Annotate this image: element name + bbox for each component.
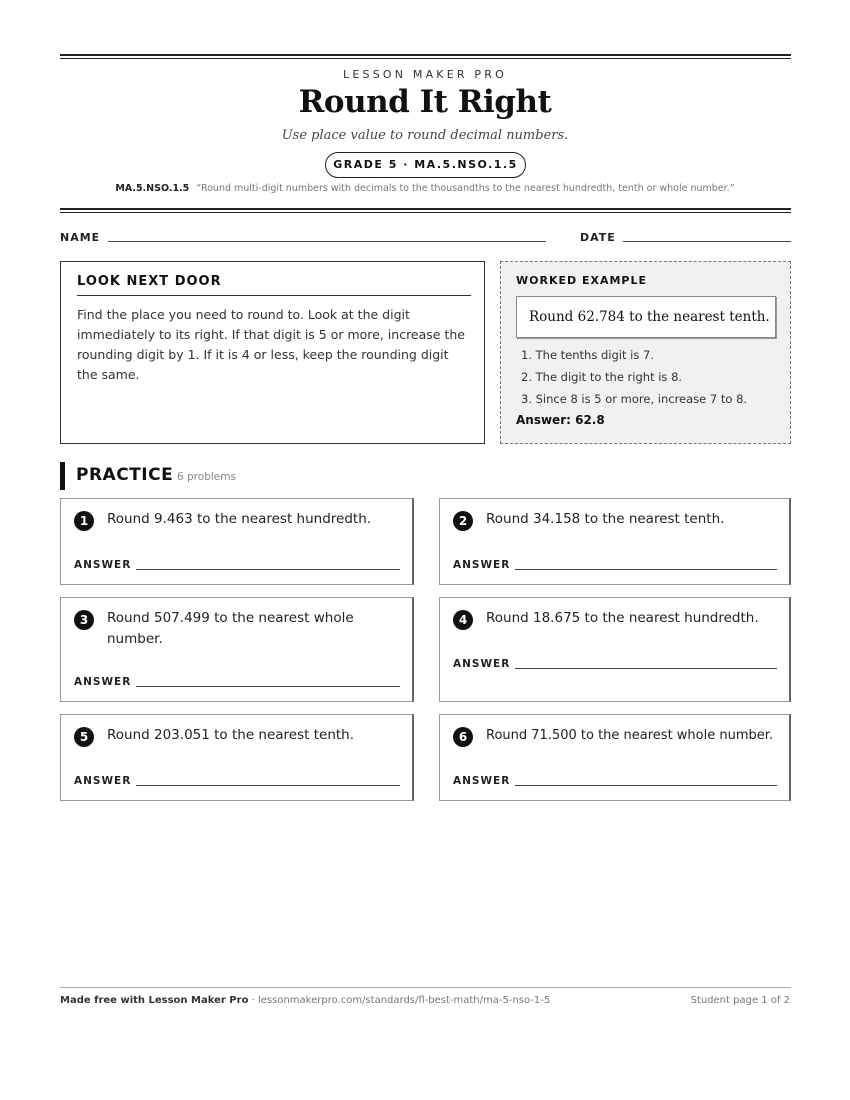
header-bottom-rule xyxy=(60,208,791,213)
date-label: DATE xyxy=(580,231,616,244)
answer-field[interactable] xyxy=(515,668,777,669)
look-next-door-title: LOOK NEXT DOOR xyxy=(77,274,471,296)
name-field[interactable] xyxy=(108,241,546,242)
problem-card xyxy=(60,498,414,585)
answer-label: ANSWER xyxy=(453,775,511,787)
problem-text: Round 507.499 to the nearest whole number. xyxy=(107,610,354,647)
grade-badge: GRADE 5 · MA.5.NSO.1.5 xyxy=(325,152,526,178)
date-field[interactable] xyxy=(623,241,791,242)
problem-card xyxy=(439,714,791,801)
problem-text: Round 71.500 to the nearest whole number. xyxy=(486,728,774,743)
practice-accent-bar xyxy=(60,462,65,490)
answer-field[interactable] xyxy=(136,686,400,687)
answer-field[interactable] xyxy=(515,785,777,786)
worked-step: 3. Since 8 is 5 or more, increase 7 to 8. xyxy=(521,392,748,406)
answer-label: ANSWER xyxy=(74,559,132,571)
name-label: NAME xyxy=(60,231,101,244)
answer-label: ANSWER xyxy=(453,559,511,571)
page-subtitle: Use place value to round decimal numbers. xyxy=(281,128,569,143)
problem-number: 4 xyxy=(453,610,473,630)
problem-text: Round 9.463 to the nearest hundredth. xyxy=(107,511,372,527)
problem-text: Round 203.051 to the nearest tenth. xyxy=(107,727,355,743)
problem-number: 1 xyxy=(74,511,94,531)
footer-made-with: Made free with Lesson Maker Pro xyxy=(60,995,249,1006)
top-rule xyxy=(60,54,791,59)
answer-field[interactable] xyxy=(136,785,400,786)
problem-card xyxy=(60,597,414,702)
problem-number: 5 xyxy=(74,727,94,747)
problem-card xyxy=(60,714,414,801)
answer-field[interactable] xyxy=(515,569,777,570)
look-next-door-box xyxy=(60,261,485,444)
answer-label: ANSWER xyxy=(74,676,132,688)
worked-example-steps xyxy=(521,344,747,410)
brand-name: LESSON MAKER PRO xyxy=(343,68,507,81)
problem-card xyxy=(439,498,791,585)
standard-text: “Round multi-digit numbers with decimals to the thousandths to the nearest hundredth, tenth or whole number.” xyxy=(196,183,735,194)
standard-line xyxy=(0,183,850,194)
worked-example-prompt: Round 62.784 to the nearest tenth. xyxy=(516,296,776,338)
problem-card xyxy=(439,597,791,702)
page-title: Round It Right xyxy=(298,84,552,120)
answer-label: ANSWER xyxy=(74,775,132,787)
standard-code: MA.5.NSO.1.5 xyxy=(115,183,190,194)
worked-step: 2. The digit to the right is 8. xyxy=(521,370,683,384)
worked-example-answer: Answer: 62.8 xyxy=(516,413,605,427)
worked-step: 1. The tenths digit is 7. xyxy=(521,348,654,362)
problem-number: 6 xyxy=(453,727,473,747)
problem-number: 3 xyxy=(74,610,94,630)
worked-example-title: WORKED EXAMPLE xyxy=(516,274,647,287)
look-next-door-body: Find the place you need to round to. Look at the digit immediately to its right. If that digit is 5 or more, increase the rounding digit by 1. If it is 4 or less, keep the rounding digit the same. xyxy=(77,307,465,382)
practice-count: 6 problems xyxy=(177,471,236,483)
answer-field[interactable] xyxy=(136,569,400,570)
problem-number: 2 xyxy=(453,511,473,531)
footer-rule xyxy=(60,987,791,988)
practice-title: PRACTICE xyxy=(76,465,174,485)
problem-text: Round 18.675 to the nearest hundredth. xyxy=(486,610,759,626)
answer-label: ANSWER xyxy=(453,658,511,670)
footer-page-number: Student page 1 of 2 xyxy=(690,995,790,1006)
footer-url[interactable]: · lessonmakerpro.com/standards/fl-best-math/ma-5-nso-1-5 xyxy=(248,995,551,1006)
worked-example-box xyxy=(500,261,791,444)
footer-credit xyxy=(60,995,550,1006)
problem-text: Round 34.158 to the nearest tenth. xyxy=(486,511,725,527)
